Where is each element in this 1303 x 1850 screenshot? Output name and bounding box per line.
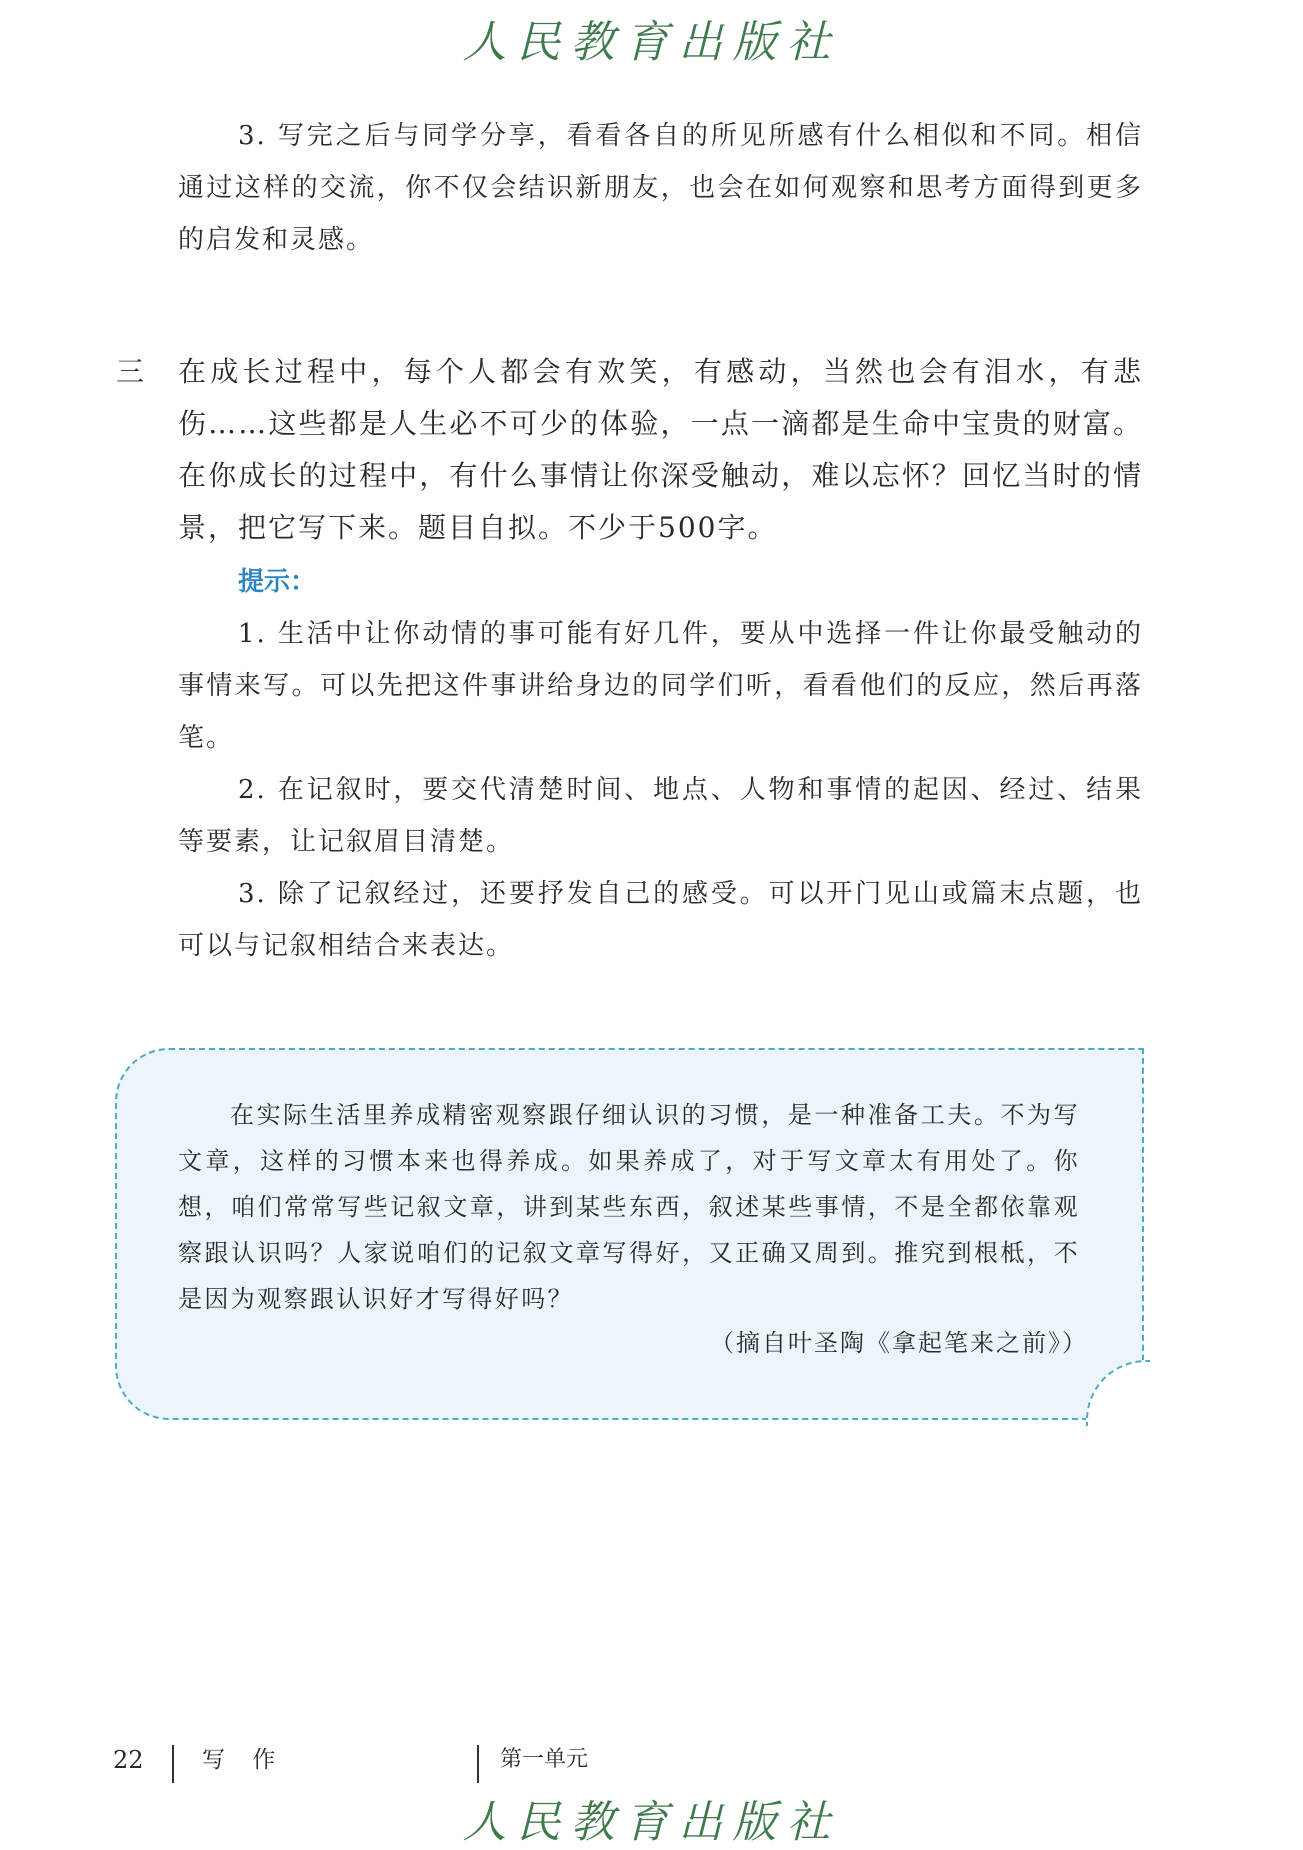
quote-source: （摘自叶圣陶《拿起笔来之前》） <box>710 1329 1088 1357</box>
tip-paragraph-3: 3. 写完之后与同学分享，看看各自的所见所感有什么相似和不同。相信通过这样的交流，你不仅会结识新朋友，也会在如何观察和思考方面得到更多的启发和灵感。 <box>178 121 1143 255</box>
page-number: 22 <box>113 1746 144 1774</box>
section-prompt: 在成长过程中，每个人都会有欢笑，有感动，当然也会有泪水，有悲伤……这些都是人生必不可少的体验，一点一滴都是生命中宝贵的财富。在你成长的过程中，有什么事情让你深受触动，难以忘怀？回忆当时的情景，把它写下来。题目自拟。不少于500字。 <box>178 355 1143 544</box>
hint-item-1: 1. 生活中让你动情的事可能有好几件，要从中选择一件让你最受触动的事情来写。可以先把这件事讲给身边的同学们听，看看他们的反应，然后再落笔。 <box>178 619 1143 753</box>
hint-item-3: 3. 除了记叙经过，还要抒发自己的感受。可以开门见山或篇末点题，也可以与记叙相结合来表达。 <box>178 879 1143 961</box>
quote-box-notch <box>1086 1360 1150 1426</box>
publisher-watermark-top: 人民教育出版社 <box>462 17 841 68</box>
footer-divider <box>477 1745 479 1783</box>
hint-label: 提示： <box>238 567 317 597</box>
publisher-watermark-bottom: 人民教育出版社 <box>462 1797 841 1848</box>
quote-text: 在实际生活里养成精密观察跟仔细认识的习惯，是一种准备工夫。不为写文章，这样的习惯本来也得养成。如果养成了，对于写文章太有用处了。你想，咱们常常写些记叙文章，讲到某些东西，叙述某些事情，不是全都依靠观察跟认识吗？人家说咱们的记叙文章写得好，又正确又周到。推究到根柢，不是因为观察跟认识好才写得好吗？ <box>178 1101 1080 1313</box>
footer-section: 写 作 <box>202 1747 286 1773</box>
section-number: 三 <box>116 355 145 388</box>
footer-divider <box>172 1745 174 1783</box>
footer-unit: 第一单元 <box>500 1747 589 1772</box>
hint-item-2: 2. 在记叙时，要交代清楚时间、地点、人物和事情的起因、经过、结果等要素，让记叙眉目清楚。 <box>178 775 1143 857</box>
